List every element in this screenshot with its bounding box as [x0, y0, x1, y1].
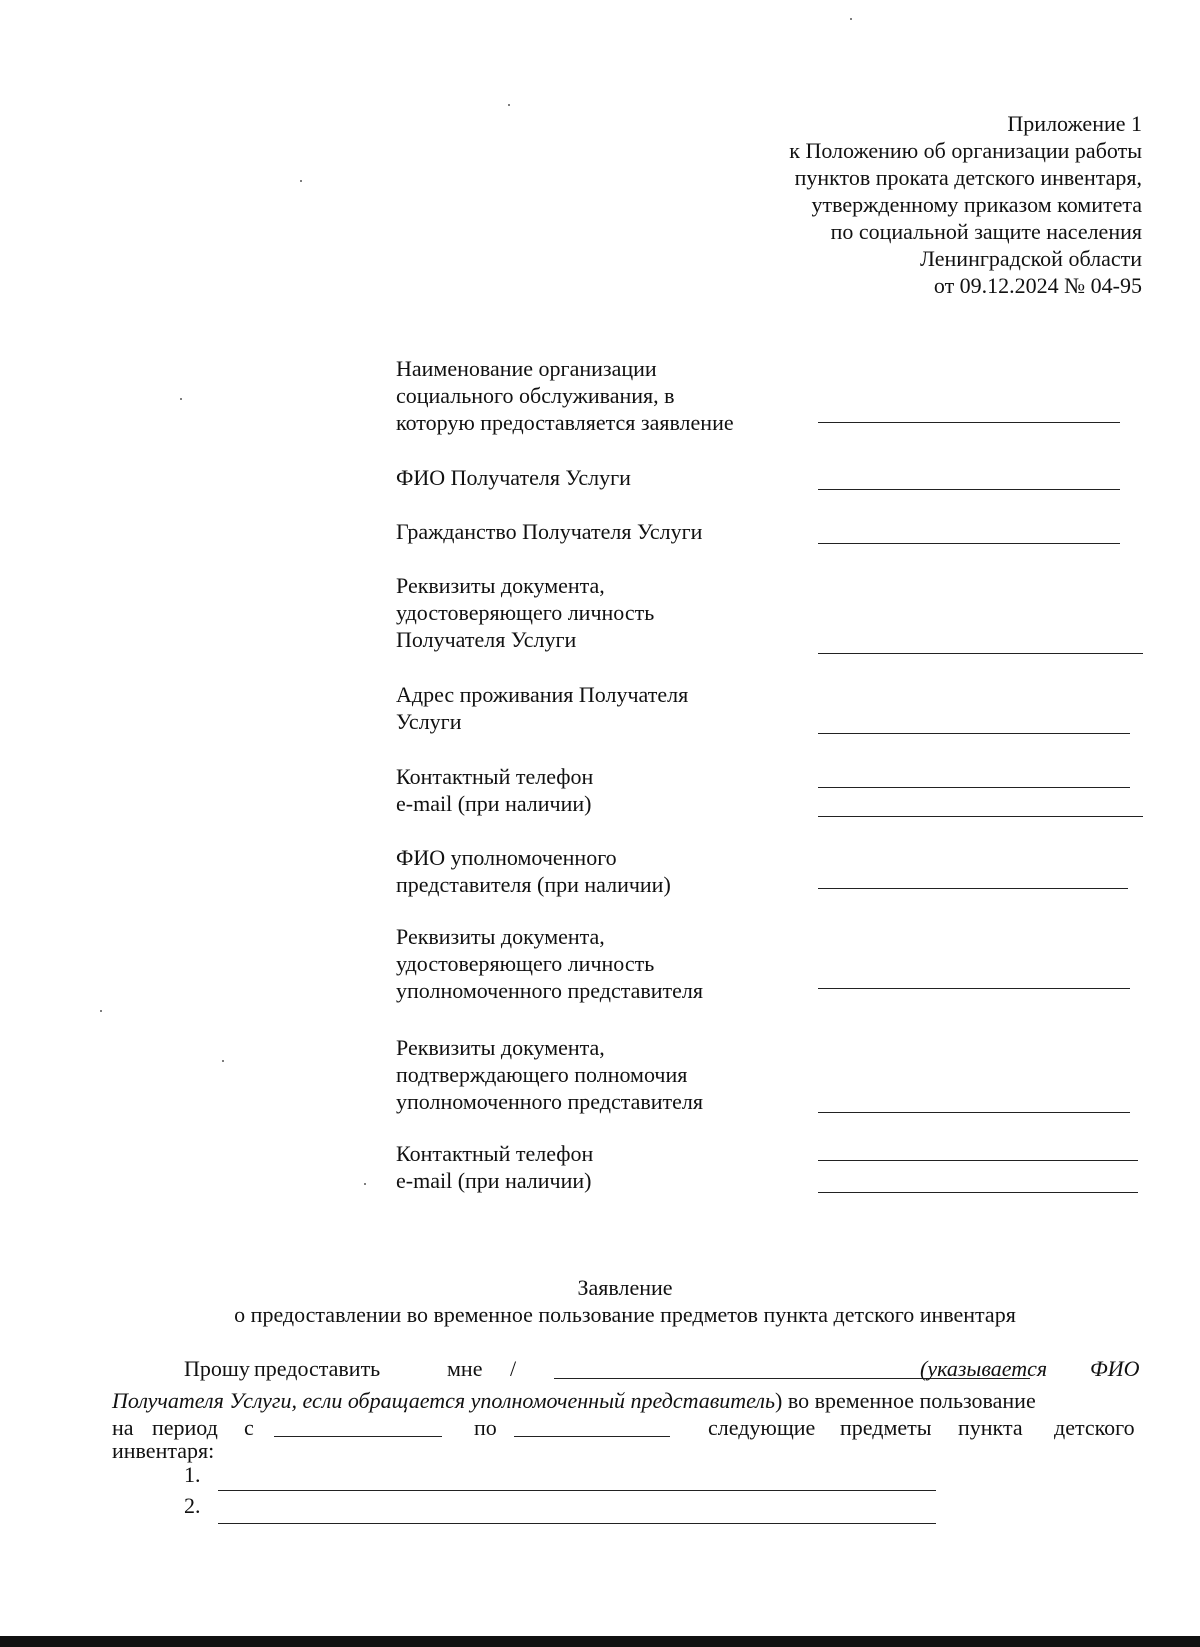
statement-word: предоставить	[254, 1356, 381, 1381]
field-representative-name-input[interactable]	[818, 888, 1128, 889]
appendix-line: пунктов проката детского инвентаря,	[794, 165, 1142, 190]
statement-word	[920, 1356, 1047, 1382]
appendix-line: по социальной защите населения	[830, 219, 1142, 244]
field-label-line: Наименование организации	[396, 356, 657, 381]
item-number: 1.	[184, 1462, 201, 1487]
field-label-line: удостоверяющего личность	[396, 951, 655, 976]
statement-word: пункта	[958, 1415, 1023, 1440]
field-label-line: представителя (при наличии)	[396, 872, 671, 897]
field-label-line: уполномоченного представителя	[396, 978, 704, 1003]
statement-subtitle: о предоставлении во временное пользование предметов пункта детского инвентаря	[234, 1302, 1016, 1327]
statement-word: детского	[1054, 1415, 1135, 1440]
statement-word: /	[510, 1356, 517, 1381]
scan-bottom-edge	[0, 1636, 1200, 1647]
statement-word: предметы	[840, 1415, 932, 1440]
field-representative-authority-label	[396, 1034, 703, 1115]
field-representative-authority-input[interactable]	[818, 1112, 1130, 1113]
field-representative-phone-input[interactable]	[818, 1160, 1138, 1161]
field-organization-input[interactable]	[818, 422, 1120, 423]
statement-word: по	[474, 1415, 497, 1440]
field-recipient-contact-label	[396, 763, 593, 817]
field-recipient-email-input[interactable]	[818, 816, 1143, 817]
field-recipient-phone-input[interactable]	[818, 787, 1130, 788]
field-representative-id-input[interactable]	[818, 988, 1130, 989]
field-representative-contact-label	[396, 1140, 593, 1194]
scan-speck	[364, 1183, 366, 1185]
statement-line-1	[112, 1356, 1144, 1382]
field-label-line: Услуги	[396, 709, 462, 734]
scan-speck	[508, 104, 510, 106]
appendix-header	[522, 110, 1142, 299]
statement-word: мне	[447, 1356, 483, 1381]
field-label-line: которую предоставляется заявление	[396, 410, 734, 435]
field-address-input[interactable]	[818, 733, 1130, 734]
field-recipient-id-input[interactable]	[818, 653, 1143, 654]
field-recipient-name-input[interactable]	[818, 489, 1120, 490]
appendix-line: Ленинградской области	[920, 246, 1142, 271]
appendix-line: от 09.12.2024 № 04-95	[933, 273, 1142, 298]
field-label-line: удостоверяющего личность	[396, 600, 655, 625]
field-recipient-name-label	[396, 464, 631, 491]
period-end-blank[interactable]	[514, 1415, 670, 1437]
statement-text	[112, 1388, 1036, 1414]
statement-word: следующие	[708, 1415, 816, 1440]
statement-title: Заявление	[577, 1275, 673, 1300]
scan-speck	[850, 18, 852, 20]
appendix-line: Приложение 1	[1007, 111, 1142, 136]
field-label-line: социального обслуживания, в	[396, 383, 675, 408]
field-label-line: e-mail (при наличии)	[396, 791, 592, 816]
statement-heading	[0, 1274, 1200, 1328]
field-label-line: уполномоченного представителя	[396, 1089, 704, 1114]
statement-italic-word: (указывается	[920, 1356, 1048, 1381]
field-citizenship-input[interactable]	[818, 543, 1120, 544]
period-start-blank[interactable]	[274, 1415, 442, 1437]
scan-speck	[100, 1010, 102, 1012]
field-address-label	[396, 681, 688, 735]
field-label-line: ФИО Получателя Услуги	[396, 465, 631, 490]
statement-word: период	[152, 1415, 218, 1440]
statement-line-4	[112, 1438, 1144, 1464]
item-1-input[interactable]	[218, 1490, 936, 1491]
statement-italic-text: Получателя Услуги, если обращается уполномоченный представитель	[112, 1388, 775, 1413]
appendix-line: к Положению об организации работы	[789, 138, 1142, 163]
field-label-line: подтверждающего полномочия	[396, 1062, 688, 1087]
field-label-line: Реквизиты документа,	[396, 924, 605, 949]
scan-speck	[180, 398, 182, 400]
statement-word: Прошу	[184, 1356, 250, 1381]
statement-word: с	[244, 1415, 254, 1440]
field-label-line: Реквизиты документа,	[396, 1035, 605, 1060]
statement-word: на	[112, 1415, 134, 1440]
field-citizenship-label	[396, 518, 702, 545]
statement-word	[1090, 1356, 1139, 1382]
field-label-line: Получателя Услуги	[396, 627, 577, 652]
statement-line-2	[112, 1388, 1144, 1414]
field-label-line: Контактный телефон	[396, 1141, 594, 1166]
scan-speck	[222, 1060, 224, 1062]
field-label-line: Реквизиты документа,	[396, 573, 605, 598]
field-recipient-id-label	[396, 572, 654, 653]
field-organization-label	[396, 355, 734, 436]
item-number: 2.	[184, 1493, 201, 1518]
field-label-line: e-mail (при наличии)	[396, 1168, 592, 1193]
field-label-line: Гражданство Получателя Услуги	[396, 519, 703, 544]
field-representative-id-label	[396, 923, 703, 1004]
field-label-line: Контактный телефон	[396, 764, 594, 789]
field-representative-email-input[interactable]	[818, 1192, 1138, 1193]
statement-word: инвентаря:	[112, 1438, 215, 1463]
statement-italic-word: ФИО	[1090, 1356, 1140, 1381]
field-label-line: Адрес проживания Получателя	[396, 682, 689, 707]
statement-text-rest: ) во временное пользование	[775, 1388, 1036, 1413]
scan-speck	[300, 180, 302, 182]
appendix-line: утвержденному приказом комитета	[811, 192, 1142, 217]
item-2-input[interactable]	[218, 1523, 936, 1524]
field-representative-name-label	[396, 844, 671, 898]
field-label-line: ФИО уполномоченного	[396, 845, 617, 870]
